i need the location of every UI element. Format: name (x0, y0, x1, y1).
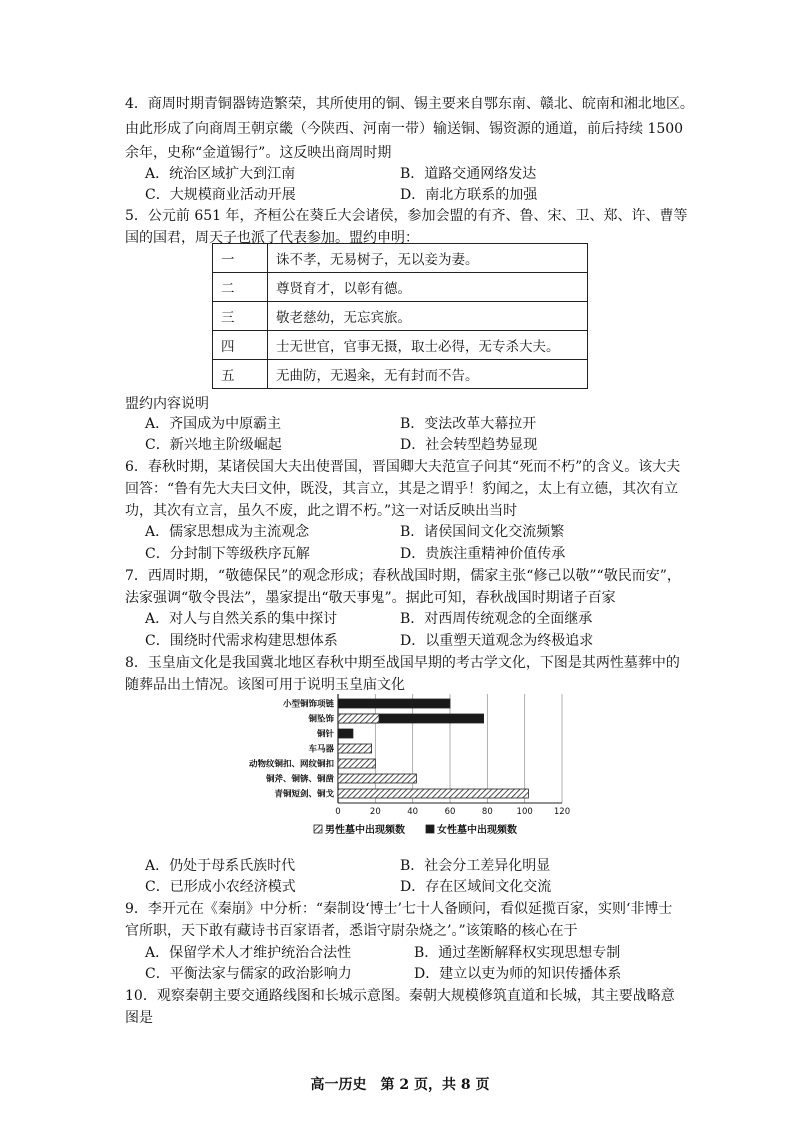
pact-text: 诛不孝，无易树子，无以妾为妻。 (268, 244, 588, 273)
q10-line-1: 10．观察秦朝主要交通路线图和长城示意图。秦朝大规模修筑直道和长城，其主要战略意 (125, 988, 675, 1004)
q9-line-1: 9．李开元在《秦崩》中分析：“秦制设‘博士’七十人备顾问，看似延揽百家，实则‘非博士 (125, 901, 673, 917)
x-tick-label: 80 (481, 807, 493, 817)
q6-option-c: C．分封制下等级秩序瓦解 (145, 546, 310, 562)
burial-goods-chart (200, 690, 600, 850)
q10-line-2: 图是 (125, 1010, 153, 1026)
legend-label-female: 女性墓中出现频数 (437, 825, 517, 836)
bar-male (338, 774, 416, 783)
q9-line-2: 官所职，天下敢有藏诗书百家语者，悉诣守尉杂烧之’。”该策略的核心在于 (125, 923, 578, 939)
q7-line-2: 法家强调“敬令畏法”，墨家提出“敬天事鬼”。据此可知，春秋战国时期诸子百家 (125, 590, 616, 606)
pact-text: 敬老慈幼，无忘宾旅。 (268, 302, 588, 331)
x-tick-label: 40 (407, 807, 419, 817)
q7-option-b: B．对西周传统观念的全面继承 (400, 611, 593, 627)
table-row (213, 302, 588, 331)
q5-option-b: B．变法改革大幕拉开 (400, 416, 537, 432)
bar-male (338, 714, 379, 723)
table-row (213, 360, 588, 389)
q5-line-2: 国的国君，周天子也派了代表参加。盟约申明： (125, 230, 419, 246)
bar-male (338, 759, 375, 768)
q7-line-1: 7．西周时期，“敬德保民”的观念形成；春秋战国时期，儒家主张“修己以敬”“敬民而安”， (125, 568, 681, 584)
q8-option-b: B．社会分工差异化明显 (400, 858, 551, 874)
chart-tick-labels (335, 807, 570, 817)
category-label: 铜针 (316, 729, 334, 740)
bar-female (338, 729, 353, 738)
table-row (213, 331, 588, 360)
table-row (213, 273, 588, 302)
category-label: 小型铜饰项链 (282, 699, 334, 710)
category-label: 青铜短剑、铜戈 (274, 789, 334, 800)
category-label: 铜斧、铜锛、铜凿 (265, 774, 334, 785)
x-tick-label: 100 (516, 807, 533, 817)
q7-option-d: D．以重塑天道观念为终极追求 (400, 633, 594, 649)
q8-line-1: 8．玉皇庙文化是我国冀北地区春秋中期至战国早期的考古学文化，下图是其两性墓葬中的 (125, 655, 680, 671)
pact-num: 五 (213, 360, 268, 389)
category-label: 车马器 (308, 744, 334, 755)
legend-label-male: 男性墓中出现频数 (325, 825, 405, 836)
pact-text: 无曲防，无遏籴，无有封而不告。 (268, 360, 588, 389)
q7-option-a: A．对人与自然关系的集中探讨 (145, 611, 338, 627)
q6-option-d: D．贵族注重精神价值传承 (400, 546, 566, 562)
x-tick-label: 120 (553, 807, 571, 817)
category-label: 动物纹铜扣、网纹铜扣 (248, 759, 334, 770)
chart-bars (338, 699, 528, 798)
q9-option-a: A．保留学术人才维护统治合法性 (145, 945, 352, 961)
q7-option-c: C．围绕时代需求构建思想体系 (145, 633, 338, 649)
q8-option-a: A．仍处于母系氏族时代 (145, 858, 296, 874)
x-tick-label: 60 (444, 807, 456, 817)
q8-line-2: 随葬品出土情况。该图可用于说明玉皇庙文化 (125, 677, 405, 693)
q4-line-2: 由此形成了向商周王朝京畿（今陕西、河南一带）输送铜、锡资源的通道，前后持续 1500 (125, 121, 684, 137)
q9-option-d: D．建立以吏为师的知识传播体系 (414, 966, 622, 982)
pact-num: 四 (213, 331, 268, 360)
category-label: 铜坠饰 (308, 714, 334, 725)
table-row (213, 244, 588, 273)
pact-num: 三 (213, 302, 268, 331)
bar-female (338, 699, 450, 708)
q6-option-b: B．诸侯国间文化交流频繁 (400, 524, 565, 540)
pact-num: 一 (213, 244, 268, 273)
q5-option-d: D．社会转型趋势显现 (400, 437, 538, 453)
pact-num: 二 (213, 273, 268, 302)
q6-option-a: A．儒家思想成为主流观念 (145, 524, 310, 540)
chart-legend (314, 823, 517, 836)
q5-line-1: 5．公元前 651 年，齐桓公在葵丘大会诸侯，参加会盟的有齐、鲁、宋、卫、郑、许、曹等 (125, 208, 688, 224)
q9-option-b: B．通过垄断解释权实现思想专制 (414, 945, 621, 961)
q5-after-table: 盟约内容说明 (125, 396, 209, 412)
q4-option-b: B．道路交通网络发达 (400, 166, 537, 182)
q8-option-c: C．已形成小农经济模式 (145, 879, 296, 895)
bar-male (338, 789, 528, 798)
q6-line-2: 回答：“鲁有先大夫曰文仲，既没，其言立，其是之谓乎！豹闻之，太上有立德，其次有立 (125, 481, 679, 497)
q8-option-d: D．存在区域间文化交流 (400, 879, 552, 895)
pact-text: 士无世官，官事无摄，取士必得，无专杀大夫。 (268, 331, 588, 360)
chart-category-labels (249, 699, 335, 800)
x-tick-label: 20 (369, 807, 381, 817)
pact-text: 尊贤育才，以彰有德。 (268, 273, 588, 302)
q4-line-1: 4．商周时期青铜器铸造繁荣，其所使用的铜、锡主要来自鄂东南、赣北、皖南和湘北地区。 (125, 96, 694, 112)
q5-option-a: A．齐国成为中原霸主 (145, 416, 282, 432)
q4-line-3: 余年，史称“金道锡行”。这反映出商周时期 (125, 145, 392, 161)
q9-option-c: C．平衡法家与儒家的政治影响力 (145, 966, 352, 982)
q6-line-1: 6．春秋时期，某诸侯国大夫出使晋国，晋国卿大夫范宣子问其“死而不朽”的含义。该大夫 (125, 459, 681, 475)
q4-option-d: D．南北方联系的加强 (400, 187, 538, 203)
q4-option-c: C．大规模商业活动开展 (145, 187, 296, 203)
q4-option-a: A．统治区域扩大到江南 (145, 166, 296, 182)
q5-option-c: C．新兴地主阶级崛起 (145, 437, 282, 453)
legend-swatch-female (426, 825, 434, 833)
x-tick-label: 0 (335, 807, 341, 817)
q6-line-3: 功，其次有立言，虽久不废，此之谓不朽。”这一对话反映出当时 (125, 503, 518, 519)
legend-swatch-male (314, 825, 322, 833)
bar-male (338, 744, 372, 753)
pact-table (212, 243, 588, 389)
page-footer: 高一历史 第 2 页，共 8 页 (310, 1077, 490, 1093)
